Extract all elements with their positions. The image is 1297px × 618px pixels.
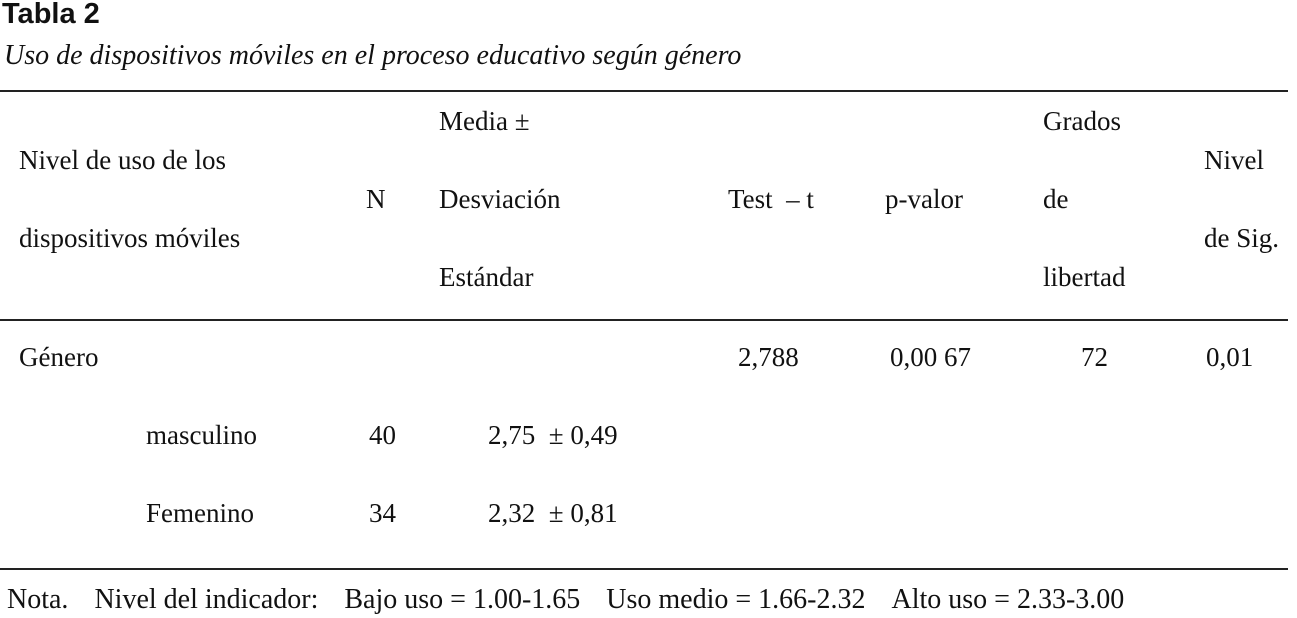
- note-alto: Alto uso = 2.33-3.00: [891, 584, 1125, 615]
- header-media-line-2: Desviación: [439, 184, 561, 214]
- header-grados-line-1: Grados: [1043, 106, 1121, 136]
- row-nivel-sig: 0,01: [1206, 342, 1254, 372]
- header-n: N: [366, 184, 386, 214]
- row-n: 40: [369, 420, 396, 450]
- row-test-t: 2,788: [738, 342, 799, 372]
- header-p-valor: p-valor: [885, 184, 963, 214]
- row-label: Femenino: [146, 498, 254, 528]
- bottom-rule: [0, 568, 1288, 570]
- table-title: Uso de dispositivos móviles en el proceso educativo según género: [4, 40, 742, 71]
- note-indicator: Nivel del indicador:: [94, 584, 319, 615]
- note-bajo: Bajo uso = 1.00-1.65: [344, 584, 581, 615]
- header-media-line-1: Media ±: [439, 106, 530, 136]
- header-media-line-3: Estándar: [439, 262, 534, 292]
- row-p-valor: 0,00 67: [890, 342, 971, 372]
- note-medio: Uso medio = 1.66-2.32: [606, 584, 866, 615]
- header-grados-line-3: libertad: [1043, 262, 1126, 292]
- header-nivel-uso-line-2: dispositivos móviles: [19, 223, 241, 253]
- row-label: Género: [19, 342, 99, 372]
- header-nivel-sig-line-1: Nivel: [1204, 145, 1264, 175]
- header-grados-line-2: de: [1043, 184, 1069, 214]
- table-label: Tabla 2: [2, 0, 100, 30]
- note-prefix: Nota.: [7, 584, 69, 615]
- row-label: masculino: [146, 420, 257, 450]
- row-n: 34: [369, 498, 396, 528]
- header-nivel-uso-line-1: Nivel de uso de los: [19, 145, 226, 175]
- row-media: 2,32 ± 0,81: [488, 498, 618, 528]
- header-nivel-sig-line-2: de Sig.: [1204, 223, 1280, 253]
- row-media: 2,75 ± 0,49: [488, 420, 618, 450]
- table-note: [7, 582, 1150, 618]
- header-rule: [0, 319, 1288, 321]
- row-grados: 72: [1081, 342, 1108, 372]
- top-rule: [0, 90, 1288, 92]
- header-test-t: Test – t: [728, 184, 814, 214]
